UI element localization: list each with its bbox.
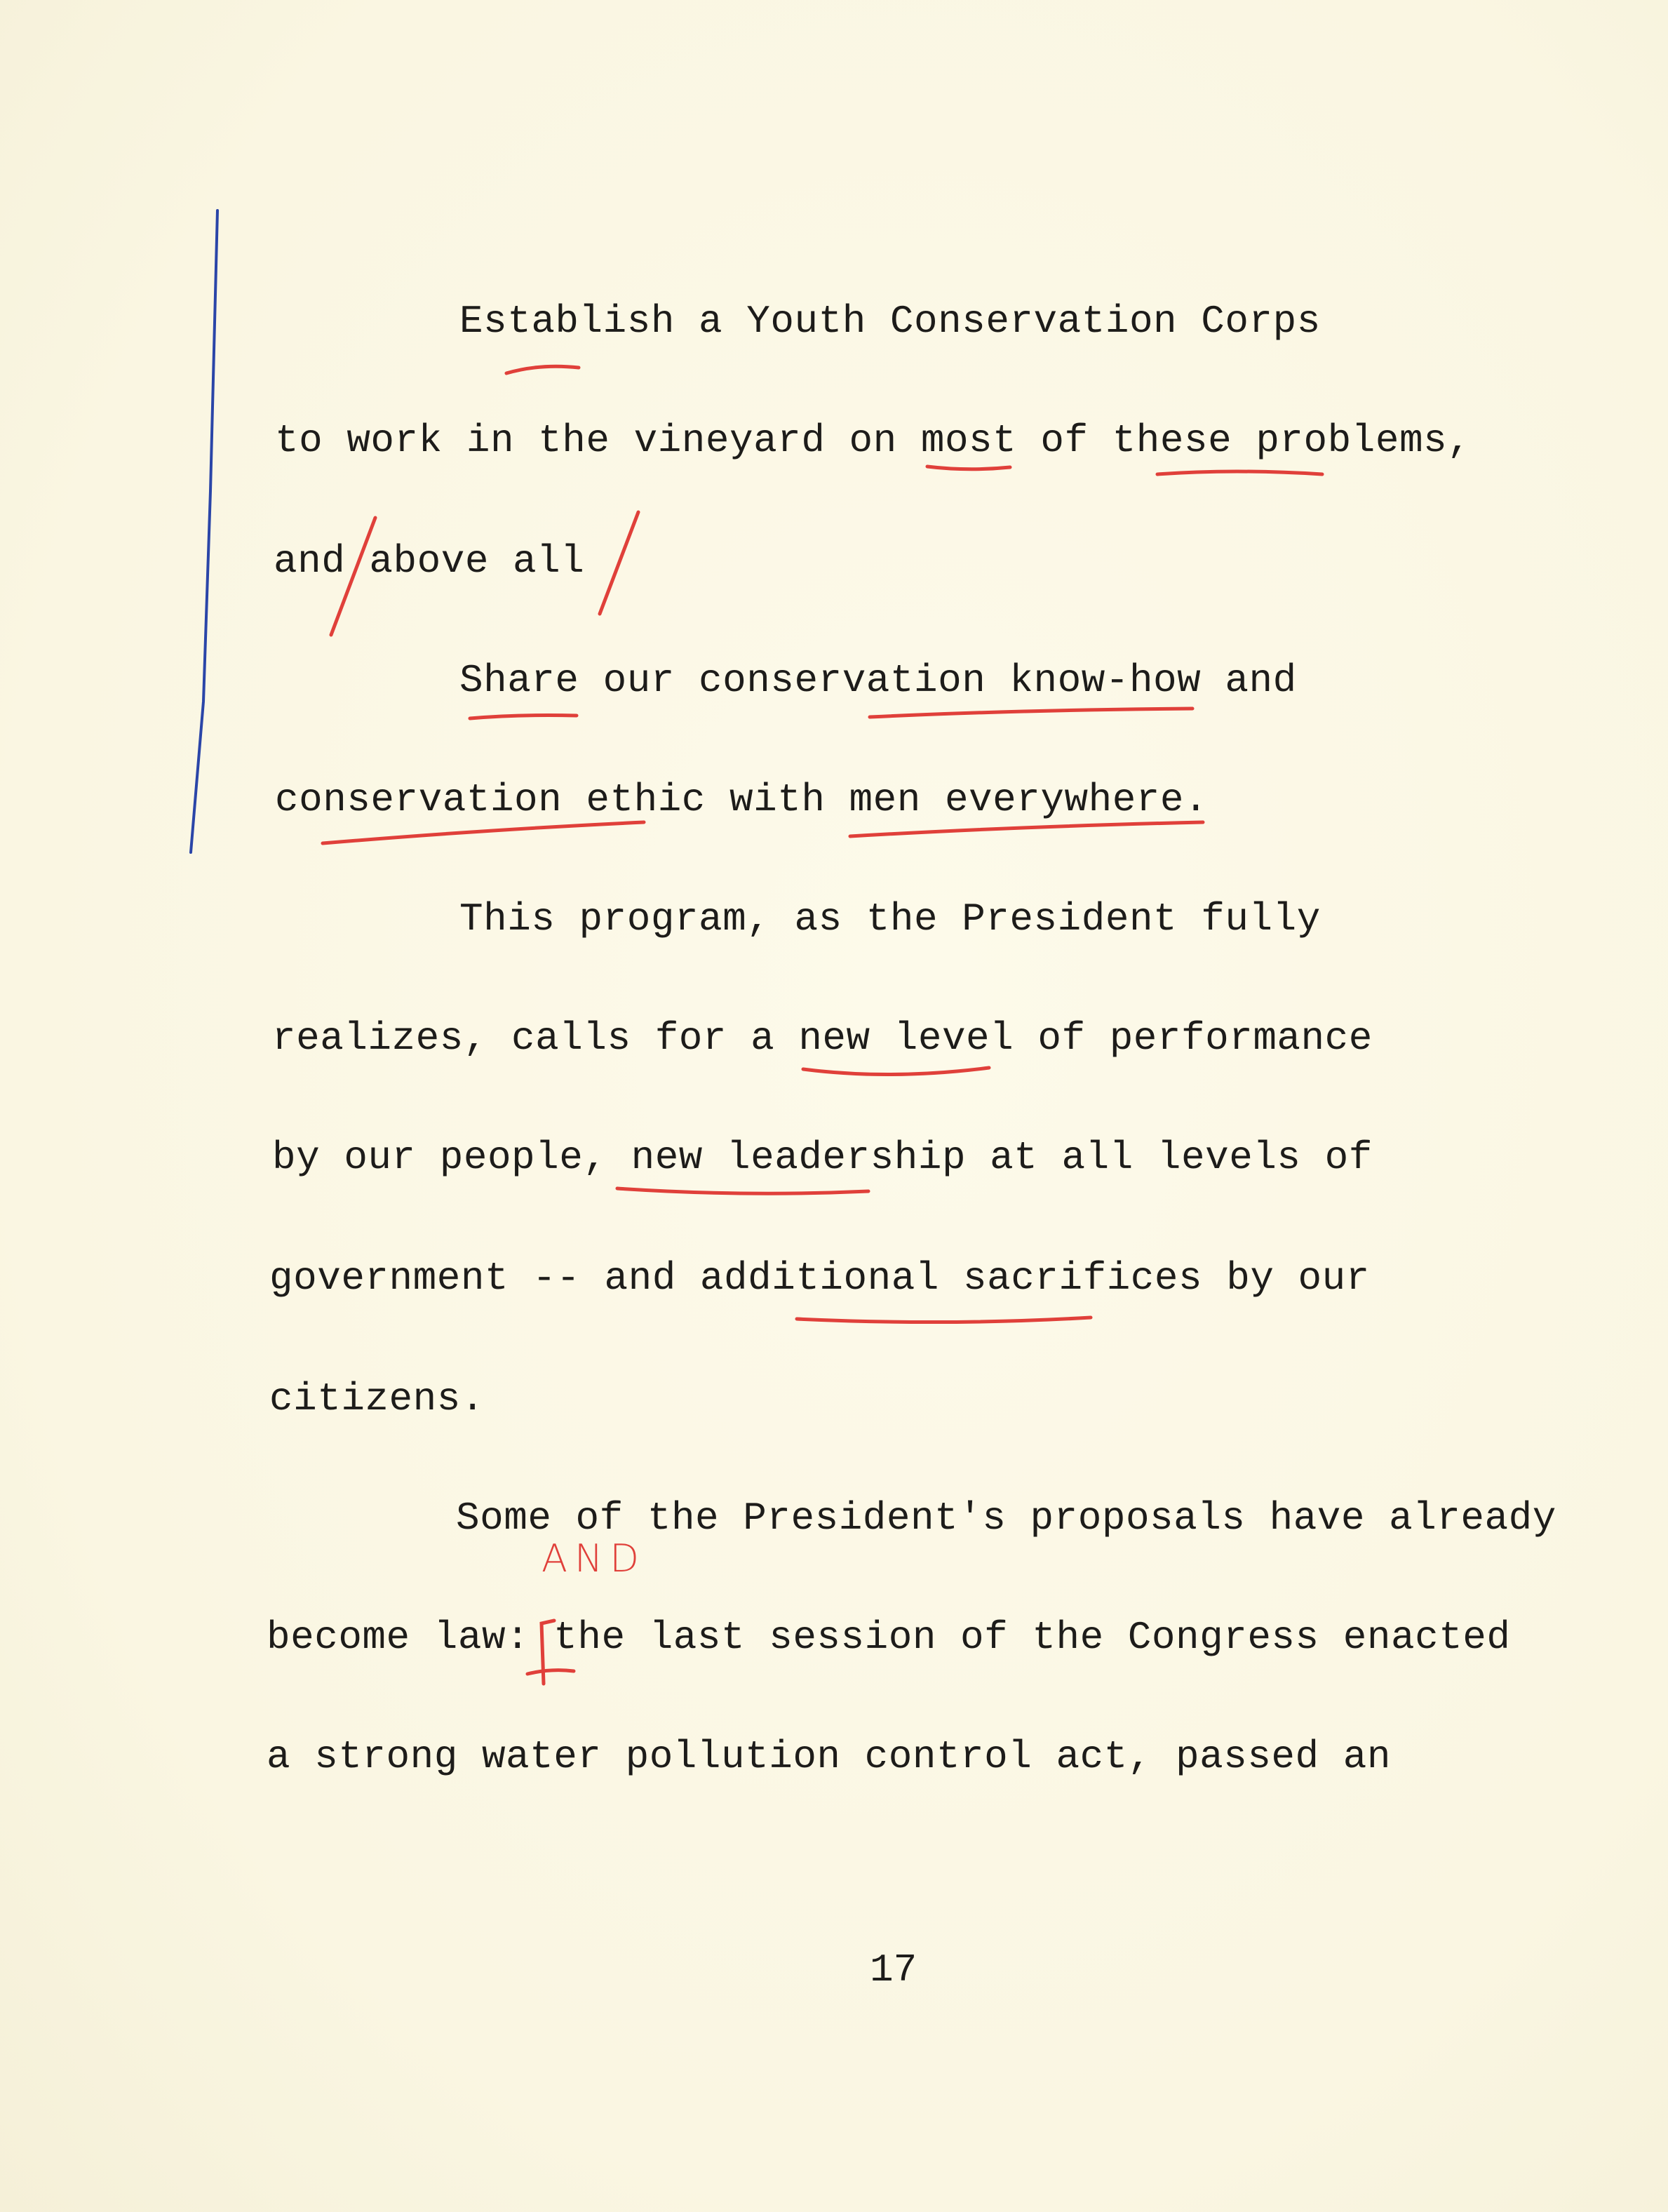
text-line-1: Establish a Youth Conservation Corps — [459, 299, 1321, 344]
text-line-12: become law: the last session of the Congress enacted — [267, 1615, 1511, 1660]
text-line-6: This program, as the President fully — [459, 897, 1321, 941]
underline-conservation-ethic — [323, 822, 644, 843]
page-number: 17 — [870, 1948, 917, 1992]
text-line-2: to work in the vineyard on most of these problems, — [275, 418, 1472, 463]
text-line-11: Some of the President's proposals have already — [456, 1496, 1556, 1541]
underline-establish — [506, 366, 579, 373]
margin-vertical-line — [191, 210, 217, 852]
text-line-13: a strong water pollution control act, passed an — [267, 1734, 1391, 1779]
underline-additional-sacrifices — [797, 1318, 1091, 1322]
text-line-9: government -- and additional sacrifices by our — [269, 1256, 1370, 1301]
slash-after-all — [600, 512, 638, 614]
underline-know-how — [870, 709, 1192, 717]
underline-men-everywhere — [850, 822, 1203, 836]
text-line-7: realizes, calls for a new level of performance — [272, 1016, 1373, 1061]
underline-most — [927, 467, 1010, 469]
underline-share — [470, 716, 577, 719]
handwritten-insert-and: AND — [542, 1536, 646, 1581]
text-line-5: conservation ethic with men everywhere. — [275, 777, 1209, 822]
insertion-base — [527, 1670, 574, 1674]
text-line-8: by our people, new leadership at all levels of — [272, 1135, 1373, 1180]
text-line-4: Share our conservation know-how and — [459, 658, 1297, 703]
text-line-3: and above all — [274, 539, 585, 584]
underline-new-level — [803, 1068, 989, 1075]
underline-new-leadership — [617, 1188, 868, 1193]
underline-these-problems — [1157, 471, 1322, 474]
text-line-10: citizens. — [269, 1376, 485, 1421]
